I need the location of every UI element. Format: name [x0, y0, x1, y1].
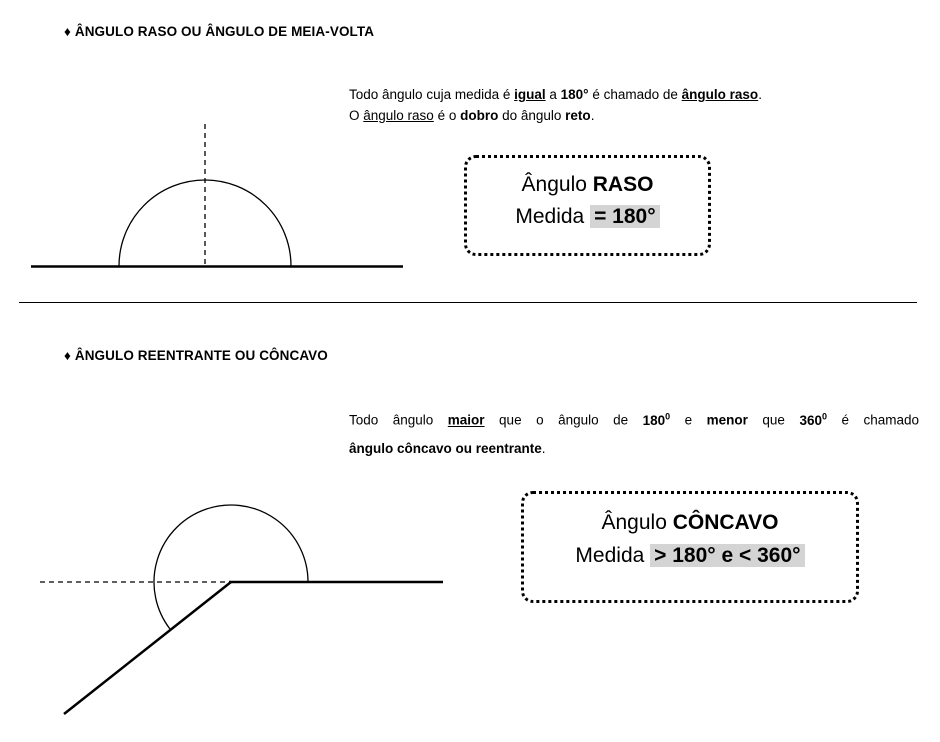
text: Medida: [515, 205, 591, 228]
text: é chamado: [826, 412, 920, 428]
section-heading-concavo: ♦ ÂNGULO REENTRANTE OU CÔNCAVO: [64, 348, 328, 363]
box-measure-value: > 180° e < 360°: [650, 544, 804, 567]
emph-angulo-concavo: ângulo côncavo ou reentrante: [349, 440, 542, 456]
text: que o ângulo de: [484, 412, 643, 428]
text: .: [758, 87, 762, 102]
emph-reto: reto: [565, 108, 591, 123]
emph-180: 180°: [560, 87, 589, 102]
box-measure-value: = 180°: [590, 205, 660, 228]
text: Medida: [575, 544, 651, 567]
text: e: [670, 412, 707, 428]
text: a: [545, 87, 561, 102]
emph-maior: maior: [447, 412, 485, 428]
emph-dobro: dobro: [460, 108, 499, 123]
text: .: [590, 108, 595, 123]
concave-angle-reflex-arc: [154, 505, 308, 629]
text: .: [541, 440, 546, 456]
emph-angulo-raso: ângulo raso: [681, 87, 759, 102]
superscript: 0: [821, 411, 827, 421]
section-heading-raso: ♦ ÂNGULO RASO OU ÂNGULO DE MEIA-VOLTA: [64, 24, 375, 39]
emph-igual: igual: [514, 87, 546, 102]
text: é chamado de: [588, 87, 682, 102]
box-title-bold: RASO: [592, 173, 654, 196]
box-title-bold: CÔNCAVO: [672, 511, 779, 534]
text: 360: [799, 412, 822, 428]
text: Ângulo: [601, 511, 673, 534]
text: é o: [433, 108, 461, 123]
emph-menor: menor: [706, 412, 748, 428]
straight-angle-diagram: [31, 124, 403, 267]
text: O: [349, 108, 364, 123]
text: Ângulo: [521, 173, 593, 196]
text: Todo ângulo: [349, 412, 448, 428]
text: que: [747, 412, 800, 428]
concave-angle-diagram: [40, 505, 443, 714]
text: 180: [642, 412, 666, 428]
text: Todo ângulo cuja medida é: [349, 87, 515, 102]
superscript: 0: [665, 411, 671, 421]
emph-angulo-raso: ângulo raso: [363, 108, 434, 123]
text: do ângulo: [498, 108, 566, 123]
concave-angle-diagonal-ray: [64, 582, 231, 714]
